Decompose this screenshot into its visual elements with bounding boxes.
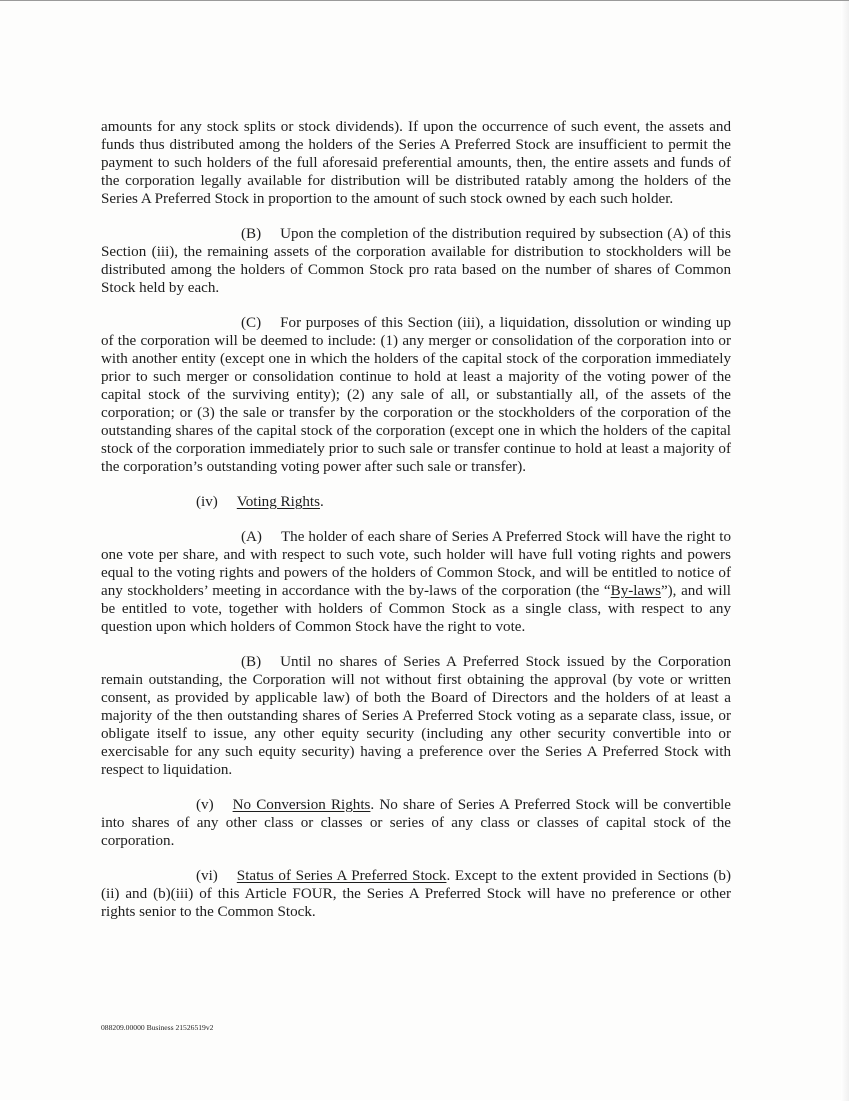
subsection-marker: (B) bbox=[241, 226, 262, 242]
section-title: No Conversion Rights bbox=[232, 797, 371, 813]
paragraph-text: Upon the completion of the distribution required by subsection (A) of this Section (iii), the remaining assets of the corporation available for distribution to stockholders will be distributed among the holders of Common Stock pro rata based on the number of shares of Common Stock held by each. bbox=[101, 226, 731, 296]
subsection-marker: (B) bbox=[241, 654, 262, 670]
section-title-period: . bbox=[319, 494, 324, 510]
subsection-marker: (C) bbox=[241, 315, 262, 331]
scan-edge-shadow bbox=[841, 1, 849, 1101]
paragraph-text: Until no shares of Series A Preferred Stock issued by the Corporation remain outstanding, the Corporation will not without first obtaining the approval (by vote or written consent, as provided by applicable law) of both the Board of Directors and the holders of at least a majority of the then outstanding shares of Series A Preferred Stock voting as a separate class, issue, or obligate itself to issue, any other equity security (including any other security convertible into or exercisable for any such equity security) having a preference over the Series A Preferred Stock with respect to liquidation. bbox=[101, 654, 731, 778]
subsection-marker: (A) bbox=[241, 529, 262, 545]
paragraph-text: ”), and will be entitled to vote, together with holders of Common Stock as a single class, with respect to any question upon which holders of Common Stock have the right to vote. bbox=[101, 583, 731, 635]
paragraph-iv-b bbox=[101, 653, 731, 779]
section-title: Status of Series A Preferred Stock bbox=[236, 868, 447, 884]
paragraph-liquidation-continued bbox=[101, 118, 731, 208]
paragraph-text: The holder of each share of Series A Preferred Stock will have the right to one vote per share, and with respect to such vote, such holder will have full voting rights and powers equal to the voting rights and powers of the holders of Common Stock, and will be entitled to notice of any stockholders’ meeting in accordance with the by-laws of the corporation (the “ bbox=[101, 529, 731, 599]
paragraph-iii-c bbox=[101, 314, 731, 476]
section-iv-heading bbox=[101, 493, 731, 511]
defined-term-bylaws: By-laws bbox=[610, 583, 661, 599]
document-body bbox=[101, 118, 731, 938]
section-marker: (vi) bbox=[196, 868, 218, 884]
paragraph-text: . No share of Series A Preferred Stock will be convertible into shares of any other class or classes or series of any class or classes of capital stock of the corporation. bbox=[101, 797, 732, 849]
section-title: Voting Rights bbox=[236, 494, 320, 510]
document-footer-id: 088209.00000 Business 21526519v2 bbox=[101, 1023, 214, 1032]
section-marker: (iv) bbox=[196, 494, 218, 510]
section-v bbox=[101, 796, 731, 850]
paragraph-iii-b bbox=[101, 225, 731, 297]
paragraph-text: amounts for any stock splits or stock dividends). If upon the occurrence of such event, the assets and funds thus distributed among the holders of the Series A Preferred Stock are insufficient to permit the payment to such holders of the full aforesaid preferential amounts, then, the entire assets and funds of the corporation legally available for distribution will be distributed ratably among the holders of the Series A Preferred Stock in proportion to the amount of such stock owned by each such holder. bbox=[101, 119, 731, 207]
paragraph-iv-a bbox=[101, 528, 731, 636]
section-marker: (v) bbox=[196, 797, 214, 813]
paragraph-text: . Except to the extent provided in Sections (b)(ii) and (b)(iii) of this Article FOUR, the Series A Preferred Stock will have no preference or other rights senior to the Common Stock. bbox=[101, 868, 731, 920]
section-vi bbox=[101, 867, 731, 921]
paragraph-text: For purposes of this Section (iii), a liquidation, dissolution or winding up of the corporation will be deemed to include: (1) any merger or consolidation of the corporation into or with another entity (except one in which the holders of the capital stock of the corporation immediately prior to such merger or consolidation continue to hold at least a majority of the voting power of the capital stock of the surviving entity); (2) any sale of all, or substantially all, of the assets of the corporation; or (3) the sale or transfer by the corporation or the stockholders of the corporation of the outstanding shares of the capital stock of the corporation (except one in which the holders of the capital stock of the corporation immediately prior to such sale or transfer continue to hold at least a majority of the corporation’s outstanding voting power after such sale or transfer). bbox=[101, 315, 731, 475]
